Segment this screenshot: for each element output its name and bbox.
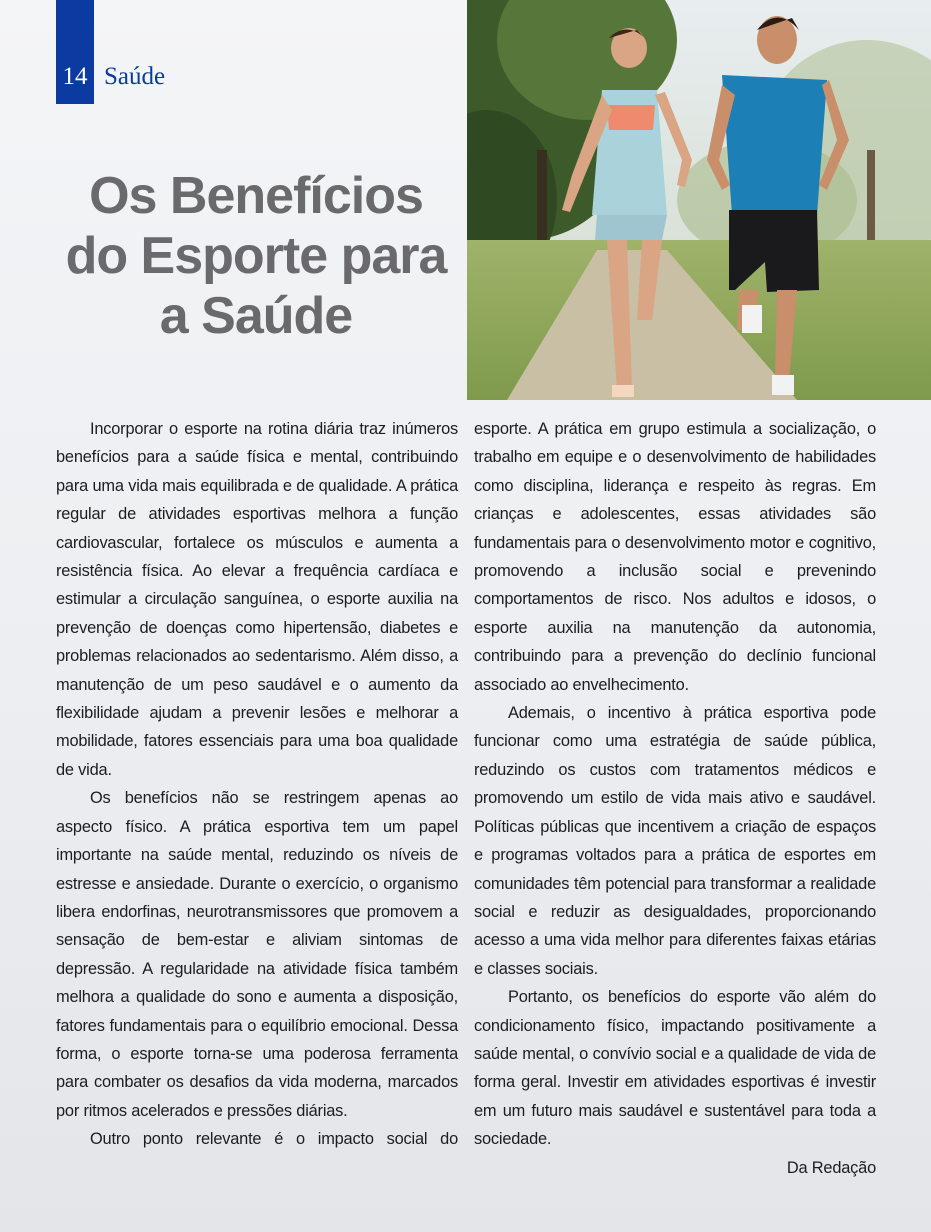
article-signature: Da Redação: [786, 1158, 876, 1177]
title-line-1: Os Benefícios: [89, 167, 423, 225]
title-line-3: a Saúde: [159, 287, 353, 345]
article-photo: [467, 0, 931, 400]
article-paragraph: Os benefícios não se restringem apenas ao aspecto físico. A prática esportiva tem um papel importante na saúde mental, reduzindo os níveis de estresse e ansiedade. Durante o exercício, o organismo libera endorfinas, neurotransmissores que promovem a sensação de bem-estar e aliviam sintomas de depressão. A regularidade na atividade física também melhora a qualidade do sono e aumenta a disposição, fatores fundamentais para o equilíbrio emocional. Dessa forma, o esporte torna-se uma poderosa ferramenta para combater os desafios da vida moderna, marcados por ritmos acelerados e pressões diárias.: [56, 789, 458, 1120]
article-paragraph: Ademais, o incentivo à prática esportiva pode funcionar como uma estratégia de saúde pública, reduzindo os custos com tratamentos médicos e promovendo um estilo de vida mais ativo e saudável. Políticas públicas que incentivem a criação de espaços e programas voltados para a prática de esportes em comunidades têm potencial para transformar a realidade social e reduzir as desigualdades, proporcionando acesso a uma vida melhor para diferentes faixas etárias e classes sociais.: [474, 704, 876, 978]
section-label: Saúde: [104, 63, 166, 90]
page-number: 14: [62, 63, 88, 90]
article-paragraph-continued: esporte. A prática em grupo estimula a socialização, o trabalho em equipe e o desenvolvimento de habilidades como disciplina, liderança e respeito às regras. Em crianças e adolescentes, essas atividades são fundamentais para o desenvolvimento motor e cognitivo, promovendo a inclusão social e prevenindo comportamentos de risco. Nos adultos e idosos, o esporte auxilia na manutenção da autonomia, contribuindo para a prevenção do declínio funcional associado ao envelhecimento.: [474, 420, 876, 694]
article-title: [56, 166, 456, 346]
article-paragraph: Portanto, os benefícios do esporte vão além do condicionamento físico, impactando positivamente a saúde mental, o convívio social e a qualidade de vida de forma geral. Investir em atividades esportivas é investir em um futuro mais saudável e sustentável para toda a sociedade.: [474, 988, 876, 1149]
article-column-right: [474, 415, 876, 1182]
article-paragraph: Incorporar o esporte na rotina diária traz inúmeros benefícios para a saúde física e mental, contribuindo para uma vida mais equilibrada e de qualidade. A prática regular de atividades esportivas melhora a função cardiovascular, fortalece os músculos e aumenta a resistência física. Ao elevar a frequência cardíaca e estimular a circulação sanguínea, o esporte auxilia na prevenção de doenças como hipertensão, diabetes e problemas relacionados ao sedentarismo. Além disso, a manutenção de um peso saudável e o aumento da flexibilidade ajudam a prevenir lesões e melhorar a mobilidade, fatores essenciais para uma boa qualidade de vida.: [56, 420, 458, 779]
article-paragraph: Outro ponto relevante é o impacto social do: [90, 1130, 458, 1149]
article-column-left: [56, 415, 458, 1154]
title-line-2: do Esporte para: [65, 227, 447, 285]
